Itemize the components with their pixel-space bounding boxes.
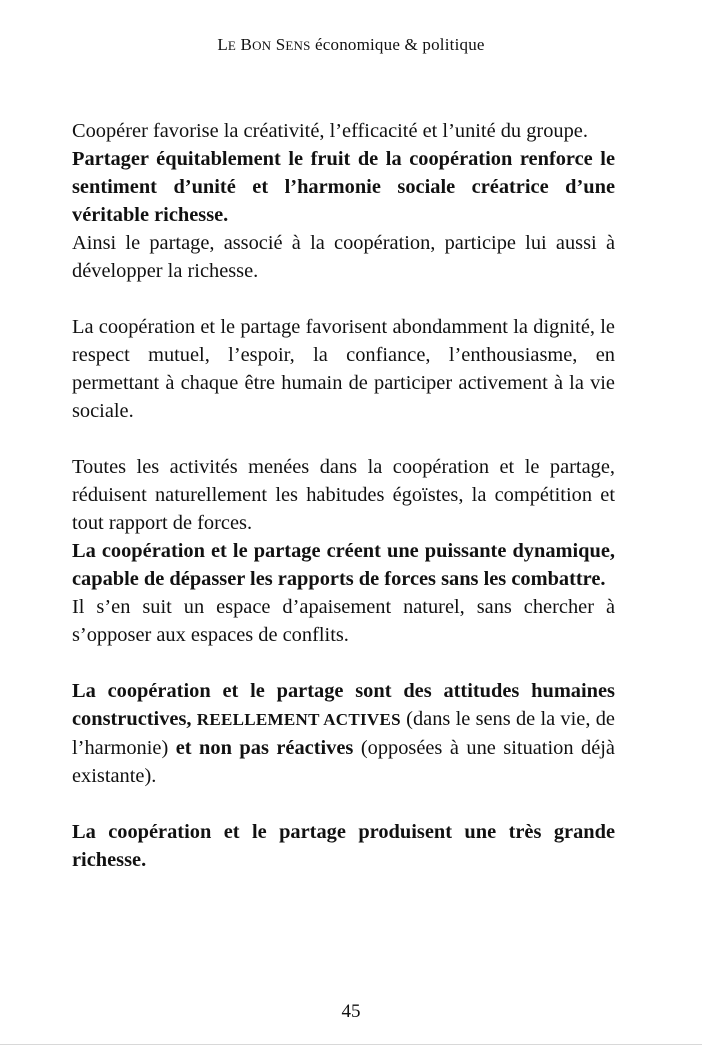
header-le-rest: E bbox=[227, 38, 237, 53]
paragraph-apaisement: Il s’en suit un espace d’apaisement naturel, sans chercher à s’opposer aux espaces de conflits. bbox=[72, 596, 615, 646]
attitudes-normal-a: (dans le sens de la vie, de l’harmonie) bbox=[72, 708, 615, 759]
header-subtitle: économique & politique bbox=[315, 35, 485, 54]
attitudes-caps: REELLEMENT ACTIVES bbox=[196, 710, 401, 729]
attitudes-bold-b: et non pas réactives bbox=[175, 737, 354, 759]
running-header bbox=[0, 35, 702, 55]
header-bon-rest: ON bbox=[252, 38, 272, 53]
paragraph-cooperer: Coopérer favorise la créativité, l’efficacité et l’unité du groupe. bbox=[72, 120, 588, 142]
header-sens-rest: ENS bbox=[285, 38, 311, 53]
page-body bbox=[72, 117, 615, 874]
paragraph-dynamique-bold: La coopération et le partage créent une puissante dynamique, capable de dépasser les rapports de forces sans les combattre. bbox=[72, 540, 615, 590]
header-bon-initial: B bbox=[240, 35, 253, 54]
attitudes-bold-lead: La coopération et le partage sont des attitudes humaines constructives, bbox=[72, 680, 615, 730]
header-sens-initial: S bbox=[275, 35, 286, 54]
paragraph-partager-bold: Partager équitablement le fruit de la coopération renforce le sentiment d’unité et l’harmonie sociale créatrice d’une véritable richesse. bbox=[72, 148, 615, 226]
paragraph-ainsi: Ainsi le partage, associé à la coopération, participe lui aussi à développer la richesse. bbox=[72, 232, 615, 282]
paragraph-activites: Toutes les activités menées dans la coopération et le partage, réduisent naturellement les habitudes égoïstes, la compétition et tout rapport de forces. bbox=[72, 456, 615, 534]
page-number: 45 bbox=[341, 1001, 361, 1022]
attitudes-normal-b: (opposées à une situation déjà existante). bbox=[72, 737, 615, 787]
page-bottom-edge bbox=[0, 1044, 702, 1045]
paragraph-attitudes bbox=[72, 677, 615, 790]
header-le-initial: L bbox=[217, 35, 228, 54]
paragraph-richesse-bold: La coopération et le partage produisent une très grande richesse. bbox=[72, 821, 615, 871]
paragraph-dignite: La coopération et le partage favorisent abondamment la dignité, le respect mutuel, l’espoir, la confiance, l’enthousiasme, en permettant à chaque être humain de participer activement à la vie sociale. bbox=[72, 316, 615, 422]
